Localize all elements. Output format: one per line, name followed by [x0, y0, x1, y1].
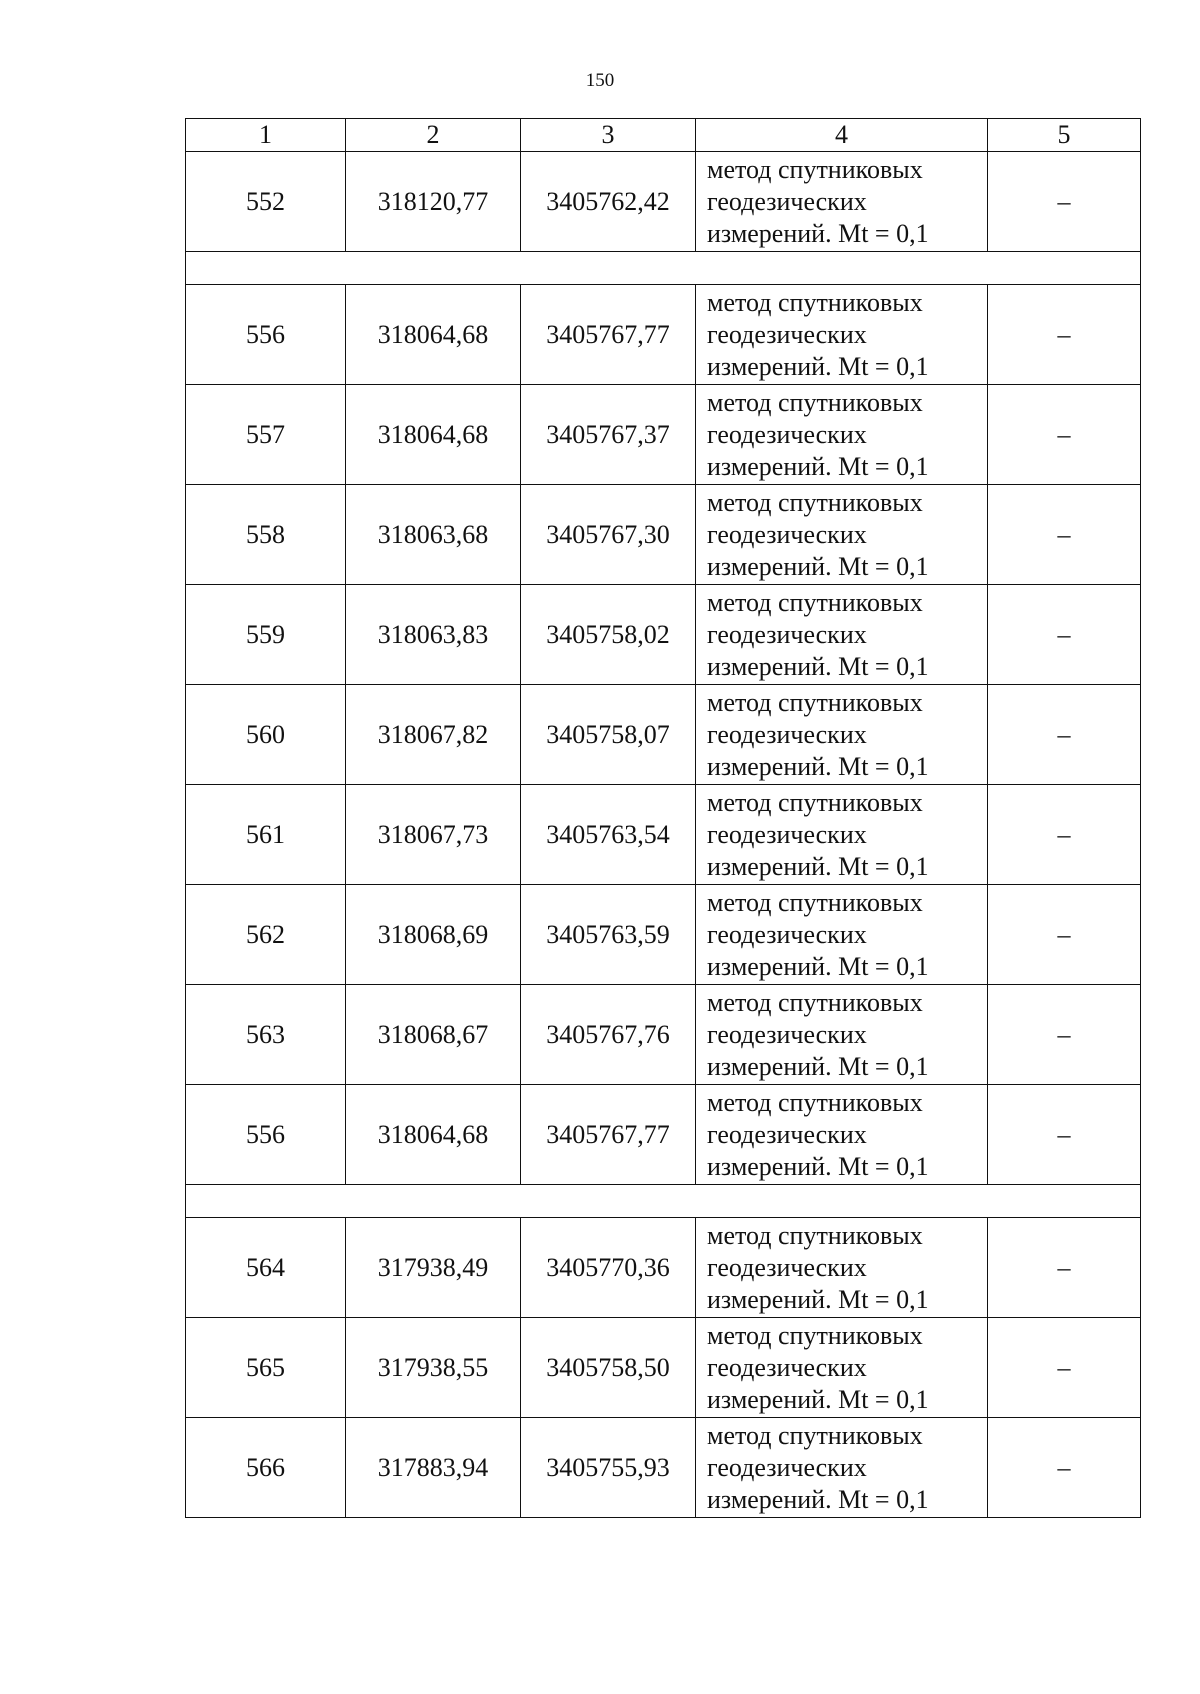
- method-cell: [696, 485, 988, 585]
- method-line: измерений. Mt = 0,1: [707, 451, 929, 481]
- note-cell: –: [988, 685, 1141, 785]
- method-cell: [696, 285, 988, 385]
- point-number-cell: 563: [186, 985, 346, 1085]
- method-line: измерений. Mt = 0,1: [707, 1051, 929, 1081]
- table-row: [186, 885, 1141, 985]
- point-number-cell: 566: [186, 1418, 346, 1518]
- table-row: [186, 1418, 1141, 1518]
- coordinates-table: [185, 118, 1141, 1518]
- method-line: измерений. Mt = 0,1: [707, 1284, 929, 1314]
- method-line: измерений. Mt = 0,1: [707, 651, 929, 681]
- method-cell: [696, 985, 988, 1085]
- method-line: геодезических: [707, 1252, 867, 1282]
- column-header: 2: [346, 119, 521, 152]
- x-coordinate-cell: 318120,77: [346, 152, 521, 252]
- column-header: 3: [521, 119, 696, 152]
- method-line: метод спутниковых: [707, 1320, 923, 1350]
- method-line: геодезических: [707, 819, 867, 849]
- y-coordinate-cell: 3405762,42: [521, 152, 696, 252]
- y-coordinate-cell: 3405758,50: [521, 1318, 696, 1418]
- point-number-cell: 562: [186, 885, 346, 985]
- method-cell: [696, 885, 988, 985]
- method-line: измерений. Mt = 0,1: [707, 218, 929, 248]
- table-row: [186, 385, 1141, 485]
- header-row: [186, 119, 1141, 152]
- method-cell: [696, 585, 988, 685]
- method-cell: [696, 685, 988, 785]
- method-line: метод спутниковых: [707, 787, 923, 817]
- column-header: 5: [988, 119, 1141, 152]
- method-line: геодезических: [707, 619, 867, 649]
- separator-row: [186, 252, 1141, 285]
- x-coordinate-cell: 318068,67: [346, 985, 521, 1085]
- method-line: измерений. Mt = 0,1: [707, 351, 929, 381]
- point-number-cell: 560: [186, 685, 346, 785]
- table-row: [186, 785, 1141, 885]
- point-number-cell: 557: [186, 385, 346, 485]
- x-coordinate-cell: 318064,68: [346, 285, 521, 385]
- method-line: измерений. Mt = 0,1: [707, 1384, 929, 1414]
- method-cell: [696, 385, 988, 485]
- table-row: [186, 485, 1141, 585]
- method-line: геодезических: [707, 1119, 867, 1149]
- point-number-cell: 561: [186, 785, 346, 885]
- x-coordinate-cell: 317938,55: [346, 1318, 521, 1418]
- method-line: метод спутниковых: [707, 687, 923, 717]
- method-line: метод спутниковых: [707, 387, 923, 417]
- y-coordinate-cell: 3405767,76: [521, 985, 696, 1085]
- method-cell: [696, 1085, 988, 1185]
- y-coordinate-cell: 3405758,07: [521, 685, 696, 785]
- table-row: [186, 685, 1141, 785]
- method-cell: [696, 785, 988, 885]
- table-row: [186, 585, 1141, 685]
- table-row: [186, 1085, 1141, 1185]
- note-cell: –: [988, 585, 1141, 685]
- method-line: измерений. Mt = 0,1: [707, 751, 929, 781]
- y-coordinate-cell: 3405767,30: [521, 485, 696, 585]
- x-coordinate-cell: 317883,94: [346, 1418, 521, 1518]
- method-cell: [696, 1218, 988, 1318]
- note-cell: –: [988, 152, 1141, 252]
- note-cell: –: [988, 985, 1141, 1085]
- point-number-cell: 559: [186, 585, 346, 685]
- method-line: геодезических: [707, 719, 867, 749]
- method-cell: [696, 152, 988, 252]
- table-row: [186, 1218, 1141, 1318]
- table-row: [186, 985, 1141, 1085]
- table-row: [186, 285, 1141, 385]
- note-cell: –: [988, 785, 1141, 885]
- note-cell: –: [988, 1218, 1141, 1318]
- page-number: 150: [585, 70, 615, 91]
- method-line: геодезических: [707, 419, 867, 449]
- method-line: измерений. Mt = 0,1: [707, 951, 929, 981]
- separator-row: [186, 1185, 1141, 1218]
- method-cell: [696, 1418, 988, 1518]
- point-number-cell: 552: [186, 152, 346, 252]
- note-cell: –: [988, 1418, 1141, 1518]
- method-line: геодезических: [707, 1019, 867, 1049]
- x-coordinate-cell: 318064,68: [346, 1085, 521, 1185]
- method-line: метод спутниковых: [707, 887, 923, 917]
- y-coordinate-cell: 3405767,37: [521, 385, 696, 485]
- method-line: метод спутниковых: [707, 1087, 923, 1117]
- note-cell: –: [988, 1085, 1141, 1185]
- y-coordinate-cell: 3405767,77: [521, 285, 696, 385]
- note-cell: –: [988, 1318, 1141, 1418]
- x-coordinate-cell: 318064,68: [346, 385, 521, 485]
- method-line: метод спутниковых: [707, 1220, 923, 1250]
- method-line: геодезических: [707, 319, 867, 349]
- table-row: [186, 1318, 1141, 1418]
- method-cell: [696, 1318, 988, 1418]
- x-coordinate-cell: 318068,69: [346, 885, 521, 985]
- method-line: геодезических: [707, 186, 867, 216]
- note-cell: –: [988, 885, 1141, 985]
- note-cell: –: [988, 285, 1141, 385]
- column-header: 1: [186, 119, 346, 152]
- method-line: измерений. Mt = 0,1: [707, 551, 929, 581]
- table-row: [186, 152, 1141, 252]
- method-line: метод спутниковых: [707, 154, 923, 184]
- method-line: метод спутниковых: [707, 1420, 923, 1450]
- column-header: 4: [696, 119, 988, 152]
- method-line: метод спутниковых: [707, 487, 923, 517]
- separator-cell: [186, 1185, 1141, 1218]
- point-number-cell: 556: [186, 285, 346, 385]
- note-cell: –: [988, 485, 1141, 585]
- method-line: метод спутниковых: [707, 587, 923, 617]
- method-line: геодезических: [707, 519, 867, 549]
- x-coordinate-cell: 317938,49: [346, 1218, 521, 1318]
- point-number-cell: 558: [186, 485, 346, 585]
- method-line: измерений. Mt = 0,1: [707, 851, 929, 881]
- method-line: геодезических: [707, 1352, 867, 1382]
- y-coordinate-cell: 3405763,59: [521, 885, 696, 985]
- x-coordinate-cell: 318067,82: [346, 685, 521, 785]
- x-coordinate-cell: 318067,73: [346, 785, 521, 885]
- separator-cell: [186, 252, 1141, 285]
- x-coordinate-cell: 318063,68: [346, 485, 521, 585]
- method-line: геодезических: [707, 1452, 867, 1482]
- point-number-cell: 565: [186, 1318, 346, 1418]
- point-number-cell: 556: [186, 1085, 346, 1185]
- point-number-cell: 564: [186, 1218, 346, 1318]
- method-line: измерений. Mt = 0,1: [707, 1151, 929, 1181]
- note-cell: –: [988, 385, 1141, 485]
- method-line: измерений. Mt = 0,1: [707, 1484, 929, 1514]
- y-coordinate-cell: 3405770,36: [521, 1218, 696, 1318]
- y-coordinate-cell: 3405755,93: [521, 1418, 696, 1518]
- method-line: геодезических: [707, 919, 867, 949]
- y-coordinate-cell: 3405763,54: [521, 785, 696, 885]
- x-coordinate-cell: 318063,83: [346, 585, 521, 685]
- method-line: метод спутниковых: [707, 987, 923, 1017]
- y-coordinate-cell: 3405767,77: [521, 1085, 696, 1185]
- y-coordinate-cell: 3405758,02: [521, 585, 696, 685]
- method-line: метод спутниковых: [707, 287, 923, 317]
- table-body: [186, 119, 1141, 1518]
